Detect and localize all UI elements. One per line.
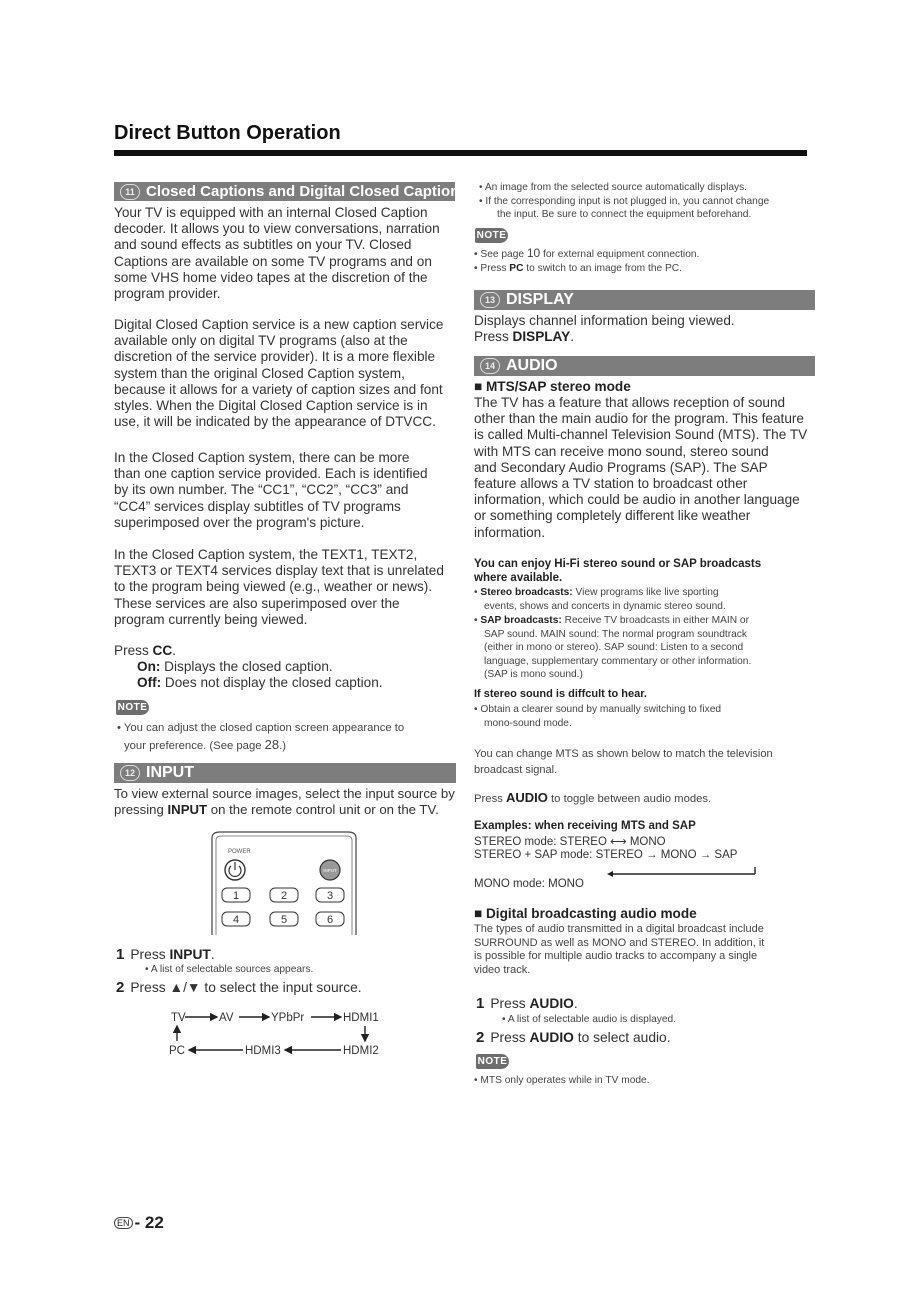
flow-hdmi2: HDMI2 <box>343 1045 379 1057</box>
flow-tv: TV <box>171 1012 186 1024</box>
display-section-bar <box>474 290 815 310</box>
note-badge: NOTE <box>477 1056 508 1067</box>
section-number-badge: 14 <box>480 358 500 374</box>
examples-heading: Examples: when receiving MTS and SAP <box>474 820 696 832</box>
input-button-icon <box>320 860 340 880</box>
input-step-2: 2 Press ▲/▼ to select the input source. <box>116 979 362 996</box>
input-paragraph: To view external source images, select the input source by pressing INPUT on the remote control unit or on the TV. <box>114 786 455 818</box>
power-icon <box>225 860 245 880</box>
cc-note-text: • You can adjust the closed caption screen appearance to your preference. (See page 28.) <box>117 722 405 752</box>
audio-step-1-sub: • A list of selectable audio is displayed. <box>502 1014 677 1025</box>
change-mts-text: You can change MTS as shown below to match the television broadcast signal. <box>474 748 773 776</box>
display-paragraph: Displays channel information being viewed. Press DISPLAY. <box>474 313 735 345</box>
double-arrow-icon: ⟷ <box>606 836 630 848</box>
digital-audio-heading: ■ Digital broadcasting audio mode <box>474 906 697 921</box>
input-step-1-sub: • A list of selectable sources appears. <box>145 964 314 975</box>
remote-key-2-label: 2 <box>280 890 288 902</box>
audio-press-line: Press AUDIO to toggle between audio modes. <box>474 790 712 805</box>
obtain-item: • Obtain a clearer sound by manually switching to fixed mono-sound mode. <box>474 704 722 729</box>
note-badge: NOTE <box>476 230 507 241</box>
audio-step-2: 2 Press AUDIO to select audio. <box>476 1029 671 1046</box>
difficult-heading: If stereo sound is diffcult to hear. <box>474 688 647 700</box>
display-heading: DISPLAY <box>506 291 574 308</box>
section-number-badge: 11 <box>120 184 140 200</box>
svg-text:INPUT: INPUT <box>323 868 337 873</box>
audio-step-1: 1 Press AUDIO. <box>476 995 578 1012</box>
audio-heading: AUDIO <box>506 357 558 374</box>
remote-key-6-label: 6 <box>326 914 334 926</box>
remote-key-3-label: 3 <box>326 890 334 902</box>
page-section-title: Direct Button Operation <box>114 122 341 144</box>
cc-key: CC <box>152 643 173 658</box>
flow-pc: PC <box>169 1045 185 1057</box>
example-stereo-sap: STEREO + SAP mode: STEREO → MONO → SAP <box>474 849 738 861</box>
input-note-text: • See page 10 for external equipment connection. • Press PC to switch to an image from the PC. <box>474 246 700 274</box>
input-heading: INPUT <box>146 764 194 781</box>
note-badge: NOTE <box>117 702 148 713</box>
cc-on-line: On: Displays the closed caption. <box>137 659 333 674</box>
cc-off-line: Off: Does not display the closed caption. <box>137 675 383 690</box>
remote-key-4-label: 4 <box>232 914 240 926</box>
remote-control-illustration <box>210 830 358 935</box>
page-number: - 22 <box>134 1213 164 1232</box>
flow-hdmi3: HDMI3 <box>245 1045 281 1057</box>
flow-ypbpr: YPbPr <box>271 1012 305 1024</box>
input-section-bar <box>114 763 456 783</box>
arrow-right-icon: → <box>642 849 661 861</box>
audio-section-bar <box>474 356 815 376</box>
example-stereo: STEREO mode: STEREO ⟷ MONO <box>474 836 666 848</box>
mts-paragraph: The TV has a feature that allows reception of sound other than the main audio for the program. This feature is called Multi-channel Television Sound (MTS). The TV with MTS can receive mono sound, stereo sound and Secondary Audio Programs (SAP). The SAP feature allows a TV station to broadcast other information, which could be audio in another language or something completely different like weather information. <box>474 395 808 540</box>
language-badge: EN <box>114 1217 133 1229</box>
flow-hdmi1: HDMI1 <box>343 1012 379 1024</box>
stereo-broadcasts-item: • Stereo broadcasts: View programs like live sporting events, shows and concerts in dynamic stereo sound. <box>474 587 726 612</box>
arrow-right-icon: → <box>696 849 715 861</box>
digital-audio-paragraph: The types of audio transmitted in a digital broadcast include SURROUND as well as MONO and STEREO. In addition, it is possible for multiple audio tracks to accompany a single video track. <box>474 923 765 976</box>
section-number-badge: 12 <box>120 765 140 781</box>
cc-section-bar <box>114 182 468 201</box>
input-cycle-diagram <box>165 1008 395 1060</box>
cc-heading: Closed Captions and Digital Closed Captions <box>146 183 468 200</box>
example-mono: MONO mode: MONO <box>474 878 584 890</box>
title-rule <box>114 150 807 156</box>
input-notes-bullets: • An image from the selected source automatically displays. • If the corresponding input is not plugged in, you cannot change the input. Be sure to connect the equipment beforehand. <box>479 182 770 221</box>
input-step-1: 1 Press INPUT. <box>116 946 215 963</box>
power-label: POWER <box>228 849 251 855</box>
page-footer <box>114 1213 164 1233</box>
section-number-badge: 13 <box>480 292 500 308</box>
mts-sap-heading: ■ MTS/SAP stereo mode <box>474 379 631 394</box>
cc-paragraph-1: Your TV is equipped with an internal Closed Caption decoder. It allows you to view conversations, narration and sound effects as subtitles on your TV. Closed Captions are available on some TV programs and on some VHS home video tapes at the discretion of the program provider. <box>114 205 440 302</box>
sap-broadcasts-item: • SAP broadcasts: Receive TV broadcasts in either MAIN or SAP sound. MAIN sound: The normal program soundtrack (either in mono or stereo). SAP sound: Listen to a second language, supplementary commentary or other information. (SAP is mono sound.) <box>474 615 752 681</box>
hifi-heading: You can enjoy Hi-Fi stereo sound or SAP broadcasts where available. <box>474 558 762 584</box>
cc-press-line: Press CC. <box>114 643 176 658</box>
cc-paragraph-3: In the Closed Caption system, there can be more than one caption service provided. Each is identified by its own number. The “CC1”, “CC2”, “CC3” and “CC4” services display subtitles of TV programs superimposed over the program's picture. <box>114 450 428 530</box>
flow-av: AV <box>219 1012 234 1024</box>
return-arrow-icon <box>605 864 765 878</box>
remote-key-5-label: 5 <box>280 914 288 926</box>
cc-paragraph-2: Digital Closed Caption service is a new caption service available only on digital TV programs (also at the discretion of the service provider). It is a more flexible system than the original Closed Caption system, because it allows for a variety of caption sizes and font styles. When the Digital Closed Caption service is in use, it will be indicated by the appearance of DTVCC. <box>114 317 444 430</box>
cc-paragraph-4: In the Closed Caption system, the TEXT1, TEXT2, TEXT3 or TEXT4 services display text that is unrelated to the program being viewed (e.g., weather or news). These services are also superimposed over the program currently being viewed. <box>114 547 444 627</box>
audio-note-text: • MTS only operates while in TV mode. <box>474 1075 650 1086</box>
remote-key-1-label: 1 <box>232 890 240 902</box>
